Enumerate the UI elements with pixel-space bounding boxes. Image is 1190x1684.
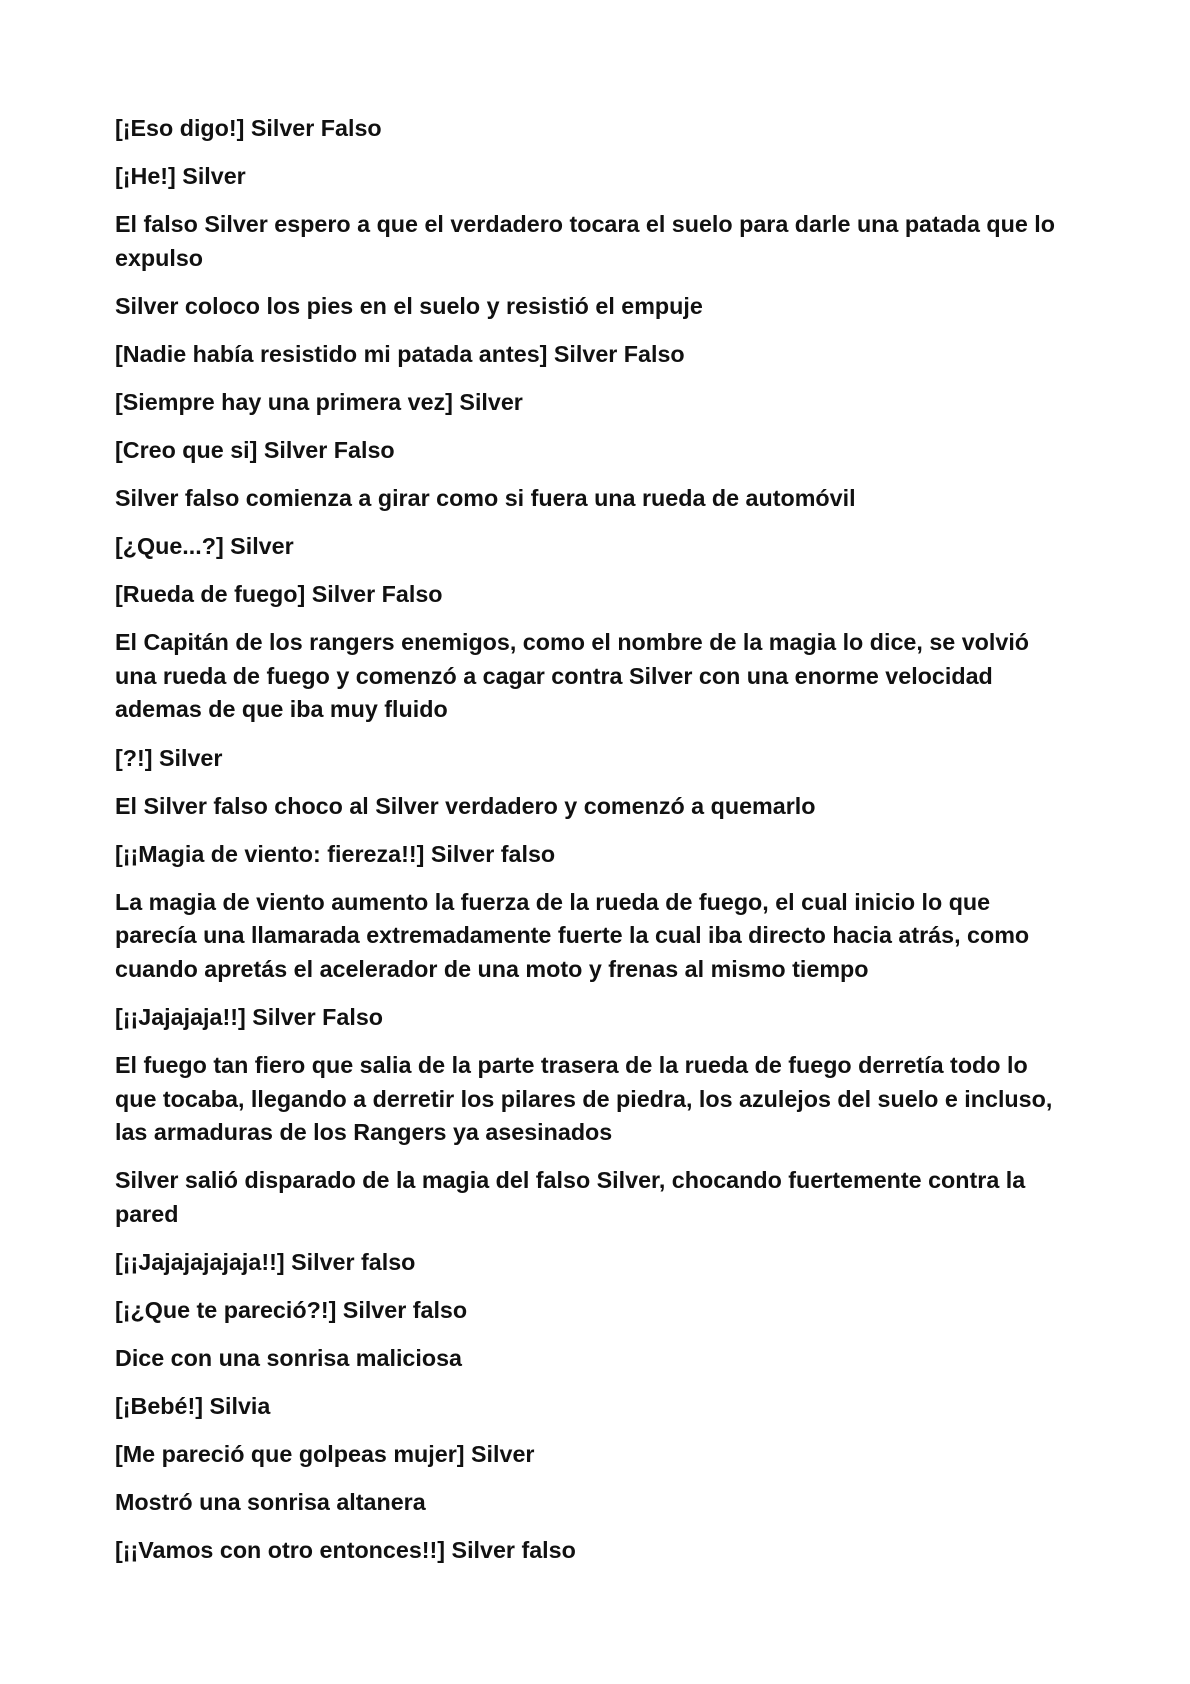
paragraph: El Silver falso choco al Silver verdadero y comenzó a quemarlo — [115, 792, 816, 819]
paragraph: [¿Que...?] Silver — [115, 533, 294, 560]
paragraph: [¡Eso digo!] Silver Falso — [115, 115, 382, 141]
paragraph: Silver falso comienza a girar como si fuera una rueda de automóvil — [115, 485, 856, 512]
paragraph: [Me pareció que golpeas mujer] Silver — [115, 1441, 535, 1468]
paragraph: [Creo que si] Silver Falso — [115, 437, 395, 464]
paragraph: [¡He!] Silver — [115, 163, 246, 190]
paragraph: [¡¿Que te pareció?!] Silver falso — [115, 1296, 468, 1323]
paragraph: [¡¡Jajajajajaja!!] Silver falso — [115, 1248, 416, 1275]
paragraph: [¡Bebé!] Silvia — [115, 1392, 271, 1419]
paragraph: El falso Silver espero a que el verdadero tocara el suelo para darle una patada que lo expulso — [115, 211, 1055, 271]
paragraph: [Siempre hay una primera vez] Silver — [115, 388, 523, 415]
paragraph: Silver coloco los pies en el suelo y resistió el empuje — [115, 292, 703, 319]
paragraph: [?!] Silver — [115, 744, 223, 771]
paragraph: [Rueda de fuego] Silver Falso — [115, 581, 443, 608]
paragraph: El Capitán de los rangers enemigos, como el nombre de la magia lo dice, se volvió una rueda de fuego y comenzó a cagar contra Silver con una enorme velocidad ademas de que iba muy fluido — [115, 629, 1030, 723]
paragraph: Silver salió disparado de la magia del falso Silver, chocando fuertemente contra la pared — [115, 1167, 1026, 1227]
document-body — [115, 112, 1075, 1582]
paragraph: [¡¡Magia de viento: fiereza!!] Silver falso — [115, 840, 556, 867]
paragraph: [¡¡Vamos con otro entonces!!] Silver falso — [115, 1537, 576, 1564]
paragraph: [¡¡Jajajaja!!] Silver Falso — [115, 1003, 384, 1030]
paragraph: El fuego tan fiero que salia de la parte trasera de la rueda de fuego derretía todo lo que tocaba, llegando a derretir los pilares de piedra, los azulejos del suelo e incluso, las armaduras de los Rangers ya asesinados — [115, 1052, 1053, 1145]
paragraph: La magia de viento aumento la fuerza de la rueda de fuego, el cual inicio lo que parecía una llamarada extremadamente fuerte la cual iba directo hacia atrás, como cuando apretás el acelerador de una moto y frenas al mismo tiempo — [115, 888, 1030, 982]
paragraph: [Nadie había resistido mi patada antes] Silver Falso — [115, 340, 685, 367]
paragraph: Dice con una sonrisa maliciosa — [115, 1344, 462, 1371]
paragraph: Mostró una sonrisa altanera — [115, 1489, 426, 1516]
